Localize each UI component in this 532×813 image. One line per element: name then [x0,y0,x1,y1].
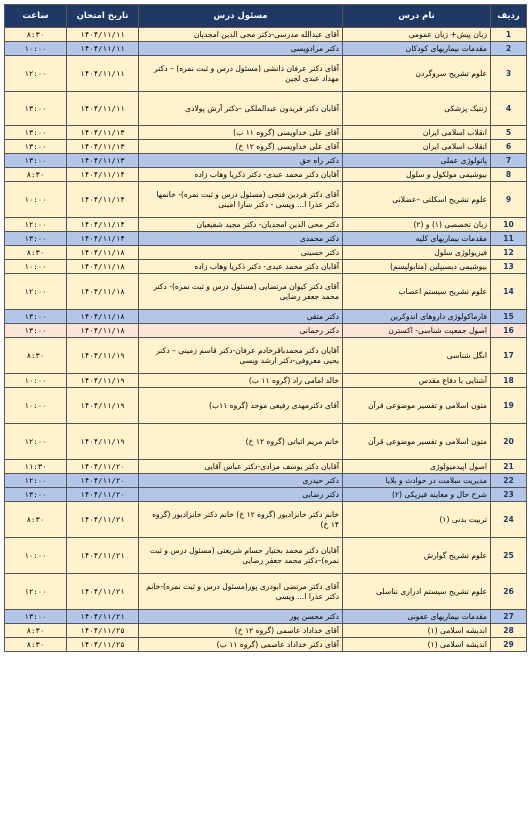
cell-date: ۱۴۰۴/۱۱/۲۰ [67,488,139,502]
cell-num: 28 [491,624,527,638]
cell-lecturer: دکتر متقی [139,310,343,324]
exam-schedule-sheet [4,4,526,652]
cell-course: زبان پیش+ زبان عمومی [343,28,491,42]
cell-date: ۱۴۰۴/۱۱/۱۸ [67,324,139,338]
cell-course: اصول جمعیت شناسی- اکسترن [343,324,491,338]
cell-date: ۱۴۰۴/۱۱/۱۱ [67,56,139,92]
cell-date: ۱۴۰۴/۱۱/۲۱ [67,538,139,574]
cell-date: ۱۴۰۴/۱۱/۱۸ [67,274,139,310]
cell-course: انقلاب اسلامی ایران [343,140,491,154]
cell-num: 24 [491,502,527,538]
cell-lecturer: آقای دکتر عرفان دانشی (مسئول درس و ثبت نمره) – دکتر مهداد عبدی لجین [139,56,343,92]
cell-course: زبان تخصصی (۱) و (۲) [343,218,491,232]
cell-num: 18 [491,374,527,388]
cell-lecturer: آقای عبدالله مدرسی-دکتر محی الدین امجدیان [139,28,343,42]
cell-date: ۱۴۰۴/۱۱/۱۳ [67,140,139,154]
cell-num: 19 [491,388,527,424]
table-row [5,374,527,388]
cell-num: 21 [491,460,527,474]
cell-time: ۸:۳۰ [5,624,67,638]
cell-course: انگل شناسی [343,338,491,374]
cell-num: 17 [491,338,527,374]
table-row [5,310,527,324]
cell-time: ۱۳:۰۰ [5,232,67,246]
table-row [5,28,527,42]
cell-time: ۱۰:۰۰ [5,260,67,274]
table-row [5,168,527,182]
cell-lecturer: دکتر محسن پور [139,610,343,624]
cell-lecturer: دکتر مرادویسی [139,42,343,56]
cell-time: ۸:۳۰ [5,338,67,374]
cell-num: 25 [491,538,527,574]
cell-num: 8 [491,168,527,182]
table-row [5,388,527,424]
cell-date: ۱۴۰۴/۱۱/۲۰ [67,474,139,488]
cell-lecturer: دکتر حسینی [139,246,343,260]
cell-num: 3 [491,56,527,92]
cell-num: 27 [491,610,527,624]
header-num: ردیف [491,5,527,28]
cell-course: متون اسلامی و تفسیر موضوعی قرآن [343,424,491,460]
cell-course: فارماکولوژی داروهای اندوکرین [343,310,491,324]
cell-num: 4 [491,92,527,126]
cell-num: 6 [491,140,527,154]
cell-course: علوم تشریح سیستم اعصاب [343,274,491,310]
cell-date: ۱۴۰۴/۱۱/۱۳ [67,154,139,168]
cell-course: اندیشه اسلامی (۱) [343,624,491,638]
cell-date: ۱۴۰۴/۱۱/۱۸ [67,310,139,324]
table-row [5,126,527,140]
table-row [5,56,527,92]
cell-num: 7 [491,154,527,168]
cell-lecturer: آقای دکتر کیوان مرتضایی (مسئول درس و ثبت نمره)- دکتر محمد جعفر رضایی [139,274,343,310]
cell-date: ۱۴۰۴/۱۱/۱۱ [67,42,139,56]
cell-time: ۱۱:۳۰ [5,460,67,474]
table-row [5,154,527,168]
cell-lecturer: خانم مریم اثباتی (گروه ۱۲ خ) [139,424,343,460]
cell-num: 5 [491,126,527,140]
cell-date: ۱۴۰۴/۱۱/۱۱ [67,28,139,42]
cell-time: ۱۲:۰۰ [5,574,67,610]
cell-date: ۱۴۰۴/۱۱/۱۸ [67,260,139,274]
cell-lecturer: دکتر محی الدین امجدیان- دکتر مجید شفیعیان [139,218,343,232]
cell-time: ۱۰:۰۰ [5,42,67,56]
cell-course: بیوشیمی مولکول و سلول [343,168,491,182]
table-row [5,274,527,310]
table-row [5,502,527,538]
cell-time: ۱۳:۰۰ [5,126,67,140]
cell-time: ۱۲:۰۰ [5,218,67,232]
cell-time: ۸:۳۰ [5,638,67,652]
cell-date: ۱۴۰۴/۱۱/۱۳ [67,126,139,140]
cell-course: علوم تشریح سروگردن [343,56,491,92]
table-row [5,488,527,502]
cell-course: آشنایی با دفاع مقدس [343,374,491,388]
cell-date: ۱۴۰۴/۱۱/۱۸ [67,246,139,260]
header-course: نام درس [343,5,491,28]
cell-course: تربیت بدنی (۱) [343,502,491,538]
table-row [5,624,527,638]
table-row [5,260,527,274]
cell-time: ۱۲:۰۰ [5,474,67,488]
cell-lecturer: دکتر رحمانی [139,324,343,338]
table-row [5,218,527,232]
cell-num: 14 [491,274,527,310]
cell-lecturer: آقایان دکتر محمد عبدی- دکتر ذکریا وهاب زاده [139,168,343,182]
cell-num: 11 [491,232,527,246]
cell-course: مقدمات بیماریهای عفونی [343,610,491,624]
cell-num: 15 [491,310,527,324]
cell-lecturer: آقایان دکتر محمد عبدی- دکتر ذکریا وهاب زاده [139,260,343,274]
cell-date: ۱۴۰۴/۱۱/۱۹ [67,338,139,374]
cell-date: ۱۴۰۴/۱۱/۲۱ [67,502,139,538]
cell-time: ۱۳:۰۰ [5,92,67,126]
cell-num: 29 [491,638,527,652]
cell-time: ۱۳:۰۰ [5,488,67,502]
cell-course: علوم تشریح سیستم ادراری تناسلی [343,574,491,610]
cell-course: انقلاب اسلامی ایران [343,126,491,140]
cell-time: ۱۰:۰۰ [5,388,67,424]
table-row [5,324,527,338]
table-row [5,246,527,260]
cell-time: ۱۳:۰۰ [5,324,67,338]
cell-date: ۱۴۰۴/۱۱/۱۹ [67,388,139,424]
cell-date: ۱۴۰۴/۱۱/۲۱ [67,574,139,610]
table-row [5,140,527,154]
cell-time: ۱۳:۰۰ [5,140,67,154]
cell-lecturer: آقای علی خداویسی (گروه ۱۱ ب) [139,126,343,140]
cell-num: 1 [491,28,527,42]
cell-course: اصول اپیدمیولوژی [343,460,491,474]
table-row [5,42,527,56]
table-header-row [5,5,527,28]
table-row [5,232,527,246]
table-row [5,338,527,374]
cell-date: ۱۴۰۴/۱۱/۱۴ [67,218,139,232]
cell-date: ۱۴۰۴/۱۱/۱۹ [67,424,139,460]
cell-course: شرح حال و معاینه فیزیکی (۲) [343,488,491,502]
table-row [5,92,527,126]
cell-num: 23 [491,488,527,502]
cell-date: ۱۴۰۴/۱۱/۲۰ [67,460,139,474]
cell-lecturer: دکتر راه حق [139,154,343,168]
cell-course: متون اسلامی و تفسیر موضوعی قرآن [343,388,491,424]
cell-course: مقدمات بیماریهای کودکان [343,42,491,56]
cell-lecturer: آقای دکتر خداداد عاصمی (گروه ۱۱ ب) [139,638,343,652]
cell-num: 13 [491,260,527,274]
cell-lecturer: دکتر رضایی [139,488,343,502]
cell-lecturer: آقای دکترمهدی رفیعی موحد (گروه ۱۱ب) [139,388,343,424]
table-row [5,474,527,488]
cell-time: ۱۰:۰۰ [5,538,67,574]
cell-time: ۸:۳۰ [5,168,67,182]
table-row [5,638,527,652]
cell-course: فیزیولوژی سلول [343,246,491,260]
cell-time: ۱۲:۰۰ [5,274,67,310]
cell-lecturer: آقای دکتر مرتضی ابودری پور(مسئول درس و ثبت نمره)-خانم دکتر عذرا ا... ویسی [139,574,343,610]
cell-num: 20 [491,424,527,460]
cell-course: بیوشیمی دیسیپلین (متابولیسم) [343,260,491,274]
cell-lecturer: آقایان دکتر فریدون عبدالملکی –دکتر آرش پولادی [139,92,343,126]
cell-time: ۱۲:۰۰ [5,424,67,460]
cell-date: ۱۴۰۴/۱۱/۲۱ [67,610,139,624]
cell-time: ۸:۳۰ [5,28,67,42]
header-time: ساعت [5,5,67,28]
cell-time: ۱۲:۰۰ [5,56,67,92]
cell-course: علوم تشریح گوارش [343,538,491,574]
table-row [5,574,527,610]
table-row [5,424,527,460]
cell-time: ۸:۳۰ [5,246,67,260]
cell-course: علوم تشریح اسکلتی –عضلانی [343,182,491,218]
cell-time: ۱۰:۰۰ [5,182,67,218]
cell-lecturer: دکتر محمدی [139,232,343,246]
cell-num: 26 [491,574,527,610]
cell-lecturer: آقایان دکتر یوسف مرادی-دکتر عباس آقایی [139,460,343,474]
cell-lecturer: آقای خداداد عاصمی (گروه ۱۲ خ) [139,624,343,638]
cell-num: 9 [491,182,527,218]
cell-time: ۱۳:۰۰ [5,154,67,168]
header-date: تاریخ امتحان [67,5,139,28]
cell-num: 16 [491,324,527,338]
cell-time: ۸:۳۰ [5,502,67,538]
cell-num: 2 [491,42,527,56]
cell-date: ۱۴۰۴/۱۱/۱۴ [67,232,139,246]
header-lecturer: مسئول درس [139,5,343,28]
cell-lecturer: دکتر حیدری [139,474,343,488]
cell-lecturer: خانم دکتر خانزادیور (گروه ۱۲ خ) خانم دکتر خانزادیور (گروه ۱۴ خ) [139,502,343,538]
cell-date: ۱۴۰۴/۱۱/۱۴ [67,182,139,218]
cell-date: ۱۴۰۴/۱۱/۱۹ [67,374,139,388]
table-row [5,182,527,218]
cell-course: مدیریت سلامت در حوادث و بلایا [343,474,491,488]
cell-lecturer: خالد امامی راد (گروه ۱۱ ب) [139,374,343,388]
cell-lecturer: آقایان دکتر محمدباقرخادم عرفان-دکتر قاسم زمینی – دکتر یحیی معروفی-دکتر ارشد ویسی [139,338,343,374]
table-row [5,610,527,624]
cell-lecturer: آقای علی خداویسی (گروه ۱۲ خ) [139,140,343,154]
cell-course: ژنتیک پزشکی [343,92,491,126]
cell-date: ۱۴۰۴/۱۱/۲۵ [67,624,139,638]
table-row [5,538,527,574]
cell-lecturer: آقایان دکتر محمد بختیار حسام شریعتی (مسئول درس و ثبت نمره)–دکتر محمد جعفر رضایی [139,538,343,574]
cell-date: ۱۴۰۴/۱۱/۲۵ [67,638,139,652]
cell-course: پاتولوژی عملی [343,154,491,168]
table-body [5,28,527,652]
cell-time: ۱۳:۰۰ [5,310,67,324]
exam-schedule-table [4,4,527,652]
cell-date: ۱۴۰۴/۱۱/۱۴ [67,168,139,182]
cell-date: ۱۴۰۴/۱۱/۱۱ [67,92,139,126]
cell-num: 12 [491,246,527,260]
cell-course: اندیشه اسلامی (۱) [343,638,491,652]
cell-lecturer: آقای دکتر فردین فتحی (مسئول درس و ثبت نمره)- خانمها دکتر عذرا ا... ویسی - دکتر سارا امینی [139,182,343,218]
cell-num: 22 [491,474,527,488]
cell-course: مقدمات بیماریهای کلیه [343,232,491,246]
cell-time: ۱۰:۰۰ [5,374,67,388]
cell-time: ۱۳:۰۰ [5,610,67,624]
cell-num: 10 [491,218,527,232]
table-row [5,460,527,474]
